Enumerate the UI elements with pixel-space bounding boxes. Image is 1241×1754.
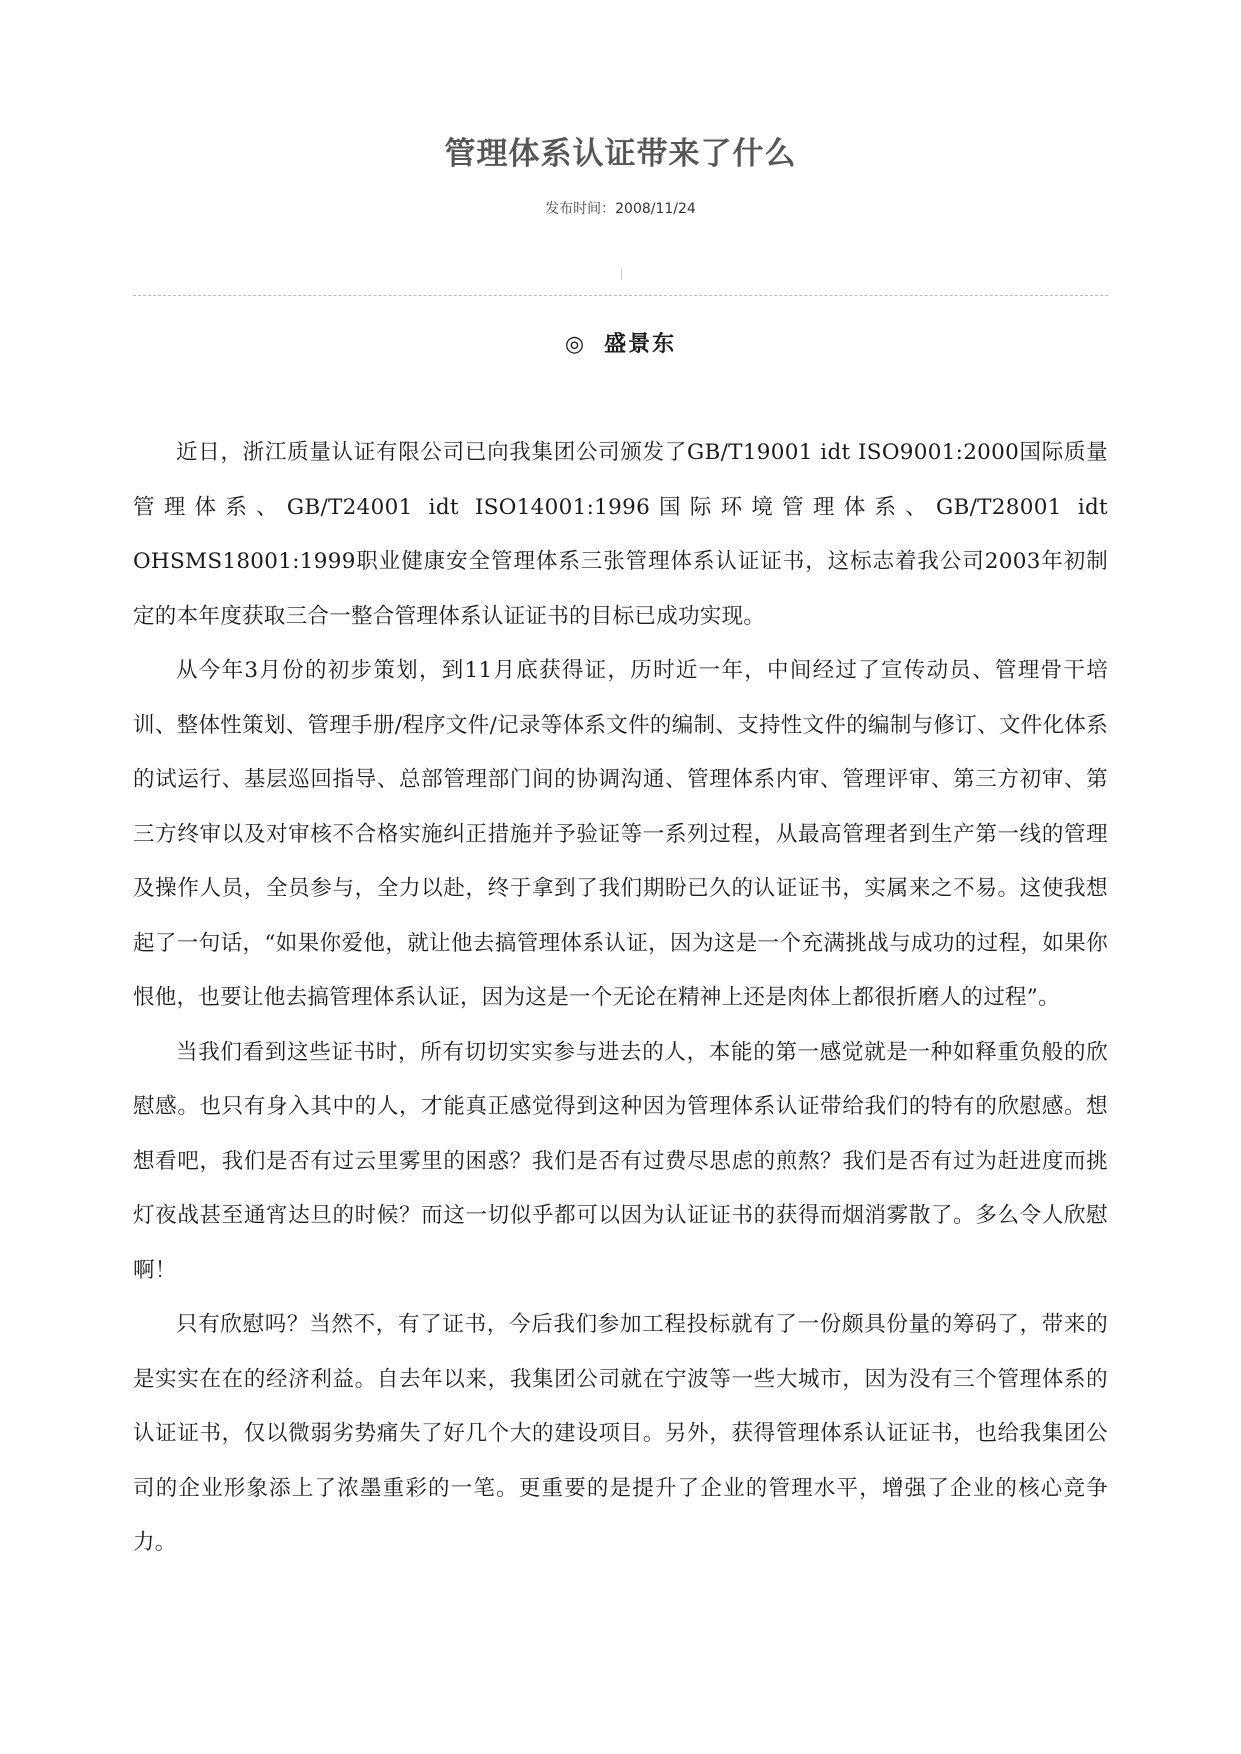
publish-date: 2008/11/24: [615, 201, 696, 217]
paragraph-1: 近日，浙江质量认证有限公司已向我集团公司颁发了GB/T19001 idt ISO9001:2000国际质量管理体系、GB/T24001 idt ISO14001:1996国际环境管理体系、GB/T28001 idt OHSMS18001:1999职业健康安全管理体系三张管理体系认证证书，这标志着我公司2003年初制定的本年度获取三合一整合管理体系认证证书的目标已成功实现。: [133, 440, 1108, 629]
article-title: 管理体系认证带来了什么: [444, 136, 797, 172]
paragraph-4: 只有欣慰吗？当然不，有了证书，今后我们参加工程投标就有了一份颇具份量的筹码了，带来的是实实在在的经济利益。自去年以来，我集团公司就在宁波等一些大城市，因为没有三个管理体系的认证证书，仅以微弱劣势痛失了好几个大的建设项目。另外，获得管理体系认证证书，也给我集团公司的企业形象添上了浓墨重彩的一笔。更重要的是提升了企业的管理水平，增强了企业的核心竞争力。: [133, 1312, 1108, 1555]
bullet-mark: ◎: [564, 331, 587, 357]
paragraph-2: 从今年3月份的初步策划，到11月底获得证，历时近一年，中间经过了宣传动员、管理骨干培训、整体性策划、管理手册/程序文件/记录等体系文件的编制、支持性文件的编制与修订、文件化体系的试运行、基层巡回指导、总部管理部门间的协调沟通、管理体系内审、管理评审、第三方初审、第三方终审以及对审核不合格实施纠正措施并予验证等一系列过程，从最高管理者到生产第一线的管理及操作人员，全员参与，全力以赴，终于拿到了我们期盼已久的认证证书，实属来之不易。这使我想起了一句话，“如果你爱他，就让他去搞管理体系认证，因为这是一个充满挑战与成功的过程，如果你恨他，也要让他去搞管理体系认证，因为这是一个无论在精神上还是肉体上都很折磨人的过程”。: [133, 658, 1108, 1010]
publish-date-label: 发布时间：: [545, 201, 616, 217]
article-body: [133, 426, 1108, 1571]
publish-meta: [0, 198, 1241, 218]
author-byline: [0, 327, 1241, 358]
separator-tick: [621, 268, 622, 280]
dashed-divider: [133, 295, 1108, 296]
paragraph-3: 当我们看到这些证书时，所有切切实实参与进去的人，本能的第一感觉就是一种如释重负般的欣慰感。也只有身入其中的人，才能真正感觉得到这种因为管理体系认证带给我们的特有的欣慰感。想想看吧，我们是否有过云里雾里的困惑？我们是否有过费尽思虑的煎熬？我们是否有过为赶进度而挑灯夜战甚至通宵达旦的时候？而这一切似乎都可以因为认证证书的获得而烟消雾散了。多么令人欣慰啊！: [133, 1039, 1108, 1283]
author-name: 盛景东: [604, 331, 677, 357]
